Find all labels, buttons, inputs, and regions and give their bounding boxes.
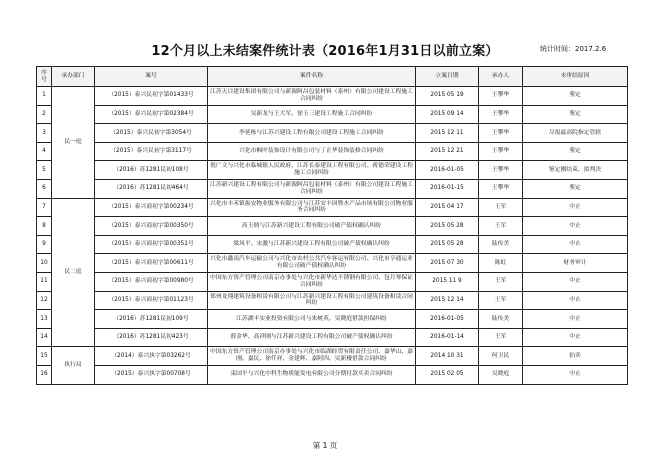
case-name: 李延栋与江苏兴建设工程有限公司建设工程施工合同纠纷	[208, 124, 416, 143]
case-name: 中国东方资产管理公司南京办事处与兴化市新华达不锈钢有限公司、包月琴保证合同纠纷	[208, 272, 416, 291]
table-body	[37, 87, 628, 385]
judge-name: 王攀华	[479, 179, 523, 198]
row-number: 11	[37, 272, 52, 291]
case-table	[36, 66, 628, 385]
filing-date: 2015 12 21	[416, 142, 479, 161]
case-number: （2015）泰兴民初字第3117号	[95, 142, 208, 161]
judge-name: 王军	[479, 328, 523, 347]
case-number: （2015）泰兴民初字第01433号	[95, 87, 208, 106]
case-number: （2015）泰兴商初字第01123号	[95, 291, 208, 310]
pending-reason: 中止	[523, 198, 628, 217]
header-reason: 未审结原因	[523, 67, 628, 87]
filing-date: 2015 12 14	[416, 291, 479, 310]
case-name: 江苏湖丰实业投资有限公司与朱树英、吴晓庭借款担保纠纷	[208, 310, 416, 329]
case-number: （2015）泰兴商初字第00350号	[95, 217, 208, 236]
pending-reason: 中止	[523, 235, 628, 254]
judge-name: 吴晓庭	[479, 365, 523, 384]
pending-reason: 财务审计	[523, 254, 628, 273]
case-name: 吴新龙与王大军、徐玉三建设工程施工合同纠纷	[208, 105, 416, 124]
pending-reason: 中止	[523, 217, 628, 236]
case-name: 束国平与兴化中科生物质能发电有限公司分期付款买卖合同纠纷	[208, 365, 416, 384]
table-row	[37, 142, 628, 161]
table-row	[37, 179, 628, 198]
judge-name: 王军	[479, 198, 523, 217]
filing-date: 2016-01-14	[416, 328, 479, 347]
case-number: （2016）苏1281民初464号	[95, 179, 208, 198]
table-row	[37, 198, 628, 217]
filing-date: 2016-01-05	[416, 161, 479, 180]
case-number: （2016）苏1281民初109号	[95, 310, 208, 329]
table-row	[37, 272, 628, 291]
pending-reason: 鉴定刚结束，拟判决	[523, 161, 628, 180]
case-number: （2015）泰兴执字第00708号	[95, 365, 208, 384]
judge-name: 王军	[479, 272, 523, 291]
pending-reason: 鉴定	[523, 142, 628, 161]
filing-date: 2016-01-15	[416, 179, 479, 198]
pending-reason: 中止	[523, 291, 628, 310]
judge-name: 陈虹	[479, 254, 523, 273]
case-name: 高玉炳与江苏新兴建设工程有限公司破产债权确认纠纷	[208, 217, 416, 236]
case-number: （2015）泰兴商初字第00980号	[95, 272, 208, 291]
row-number: 5	[37, 161, 52, 180]
row-number: 2	[37, 105, 52, 124]
judge-name: 王攀华	[479, 142, 523, 161]
case-number: （2015）泰兴民初字第3054号	[95, 124, 208, 143]
row-number: 13	[37, 310, 52, 329]
row-number: 7	[37, 198, 52, 217]
table-row	[37, 105, 628, 124]
header-case-name: 案件名称	[208, 67, 416, 87]
row-number: 10	[37, 254, 52, 273]
filing-date: 2015 05 28	[416, 217, 479, 236]
case-name: 梁风平、宋激与江苏新兴建设工程有限公司破产债权确认纠纷	[208, 235, 416, 254]
table-row	[37, 124, 628, 143]
case-name: 薛金华、高祥刚与江苏新兴建设工程有限公司破产债权确认纠纷	[208, 328, 416, 347]
row-number: 6	[37, 179, 52, 198]
filing-date: 2015 02 05	[416, 365, 479, 384]
judge-name: 王军	[479, 291, 523, 310]
row-number: 12	[37, 291, 52, 310]
filing-date: 2015 05 28	[416, 235, 479, 254]
case-number: （2015）泰兴商初字第00611号	[95, 254, 208, 273]
filing-date: 2015 12 11	[416, 124, 479, 143]
judge-name: 陆传美	[479, 235, 523, 254]
stat-time: 统计时间：2017.2.6	[540, 45, 607, 53]
row-number: 8	[37, 217, 52, 236]
table-header-row	[37, 67, 628, 87]
case-name: 兴化市丰禾镇振安物业服务有限公司与江苏安丰国暨水产品市场有限公司物业服务合同纠纷	[208, 198, 416, 217]
case-name: 江苏天目建设集团有限公司与新源阿昌包装材料（泰州）有限公司建设工程施工合同纠纷	[208, 87, 416, 106]
filing-date: 2015 04 17	[416, 198, 479, 217]
judge-name: 何卫民	[479, 347, 523, 366]
department-cell: 民一庭	[52, 87, 95, 199]
filing-date: 2015 09 14	[416, 105, 479, 124]
pending-reason: 中止	[523, 365, 628, 384]
case-name: 倪广文与兴化市临城镇人民政府、江苏长泰建设工程有限公司、蒋德荣建设工程施工合同纠纷	[208, 161, 416, 180]
case-name: 兴化市枫叶装饰设计有限公司与丁正华装饰装修合同纠纷	[208, 142, 416, 161]
table-row	[37, 310, 628, 329]
case-number: （2014）泰兴执字第03262号	[95, 347, 208, 366]
table-row	[37, 235, 628, 254]
filing-date: 2014 10 31	[416, 347, 479, 366]
pending-reason: 鉴定	[523, 179, 628, 198]
pending-reason: 中止	[523, 310, 628, 329]
row-number: 15	[37, 347, 52, 366]
header-case-no: 案号	[95, 67, 208, 87]
case-number: （2016）苏1281民初423号	[95, 328, 208, 347]
row-number: 9	[37, 235, 52, 254]
pending-reason: 中止	[523, 328, 628, 347]
header-date: 立案日期	[416, 67, 479, 87]
table-row	[37, 254, 628, 273]
filing-date: 2015 11 9	[416, 272, 479, 291]
judge-name: 王军	[479, 217, 523, 236]
table-row	[37, 347, 628, 366]
row-number: 3	[37, 124, 52, 143]
header-no: 序号	[37, 67, 52, 87]
pending-reason: 鉴定	[523, 87, 628, 106]
header-judge: 承办人	[479, 67, 523, 87]
judge-name: 陆传美	[479, 310, 523, 329]
case-number: （2015）泰兴商初字第00351号	[95, 235, 208, 254]
pending-reason: 中止	[523, 272, 628, 291]
table-row	[37, 328, 628, 347]
table-row	[37, 365, 628, 384]
department-cell: 民二庭	[52, 198, 95, 347]
judge-name: 王攀华	[479, 105, 523, 124]
table-row	[37, 87, 628, 106]
table-row	[37, 161, 628, 180]
department-cell: 执行局	[52, 347, 95, 384]
table-row	[37, 217, 628, 236]
pending-reason: 鉴定	[523, 105, 628, 124]
row-number: 16	[37, 365, 52, 384]
case-number: （2015）泰兴民初字第02384号	[95, 105, 208, 124]
judge-name: 王攀华	[479, 124, 523, 143]
filing-date: 2015 07 30	[416, 254, 479, 273]
judge-name: 王攀华	[479, 87, 523, 106]
pending-reason: 拍卖	[523, 347, 628, 366]
case-number: （2016）苏1281民初108号	[95, 161, 208, 180]
pending-reason: 尽报最高院指定管辖	[523, 124, 628, 143]
case-number: （2015）泰兴商初字第00234号	[95, 198, 208, 217]
case-name: 兴化市鑫南汽车运输公司与兴化市农村公共汽车客运有限公司、兴化市亨通运业有限公司破产债权确认纠纷	[208, 254, 416, 273]
header-department: 承办部门	[52, 67, 95, 87]
row-number: 1	[37, 87, 52, 106]
case-name: 中国东方资产管理公司南京办事处与兴化市临湖经贸有限责任公司、嘉华山、嘉刚、嘉民、徐仟祥、金建辉、嘉阿四、吴新楼借款合同纠纷	[208, 347, 416, 366]
case-name: 郑州龙翔建筑设备租赁有限公司与江苏新兴建设工程有限公司建筑设备租赁合同纠纷	[208, 291, 416, 310]
row-number: 4	[37, 142, 52, 161]
judge-name: 王攀华	[479, 161, 523, 180]
case-name: 江苏新兴建设工程有限公司与新源阿昌包装材料（泰州）有限公司建设工程施工合同纠纷	[208, 179, 416, 198]
filing-date: 2015 05 19	[416, 87, 479, 106]
row-number: 14	[37, 328, 52, 347]
page-footer: 第 1 页	[312, 441, 338, 450]
table-title: 12个月以上未结案件统计表（2016年1月31日以前立案）	[151, 44, 499, 59]
filing-date: 2016-01-05	[416, 310, 479, 329]
table-row	[37, 291, 628, 310]
